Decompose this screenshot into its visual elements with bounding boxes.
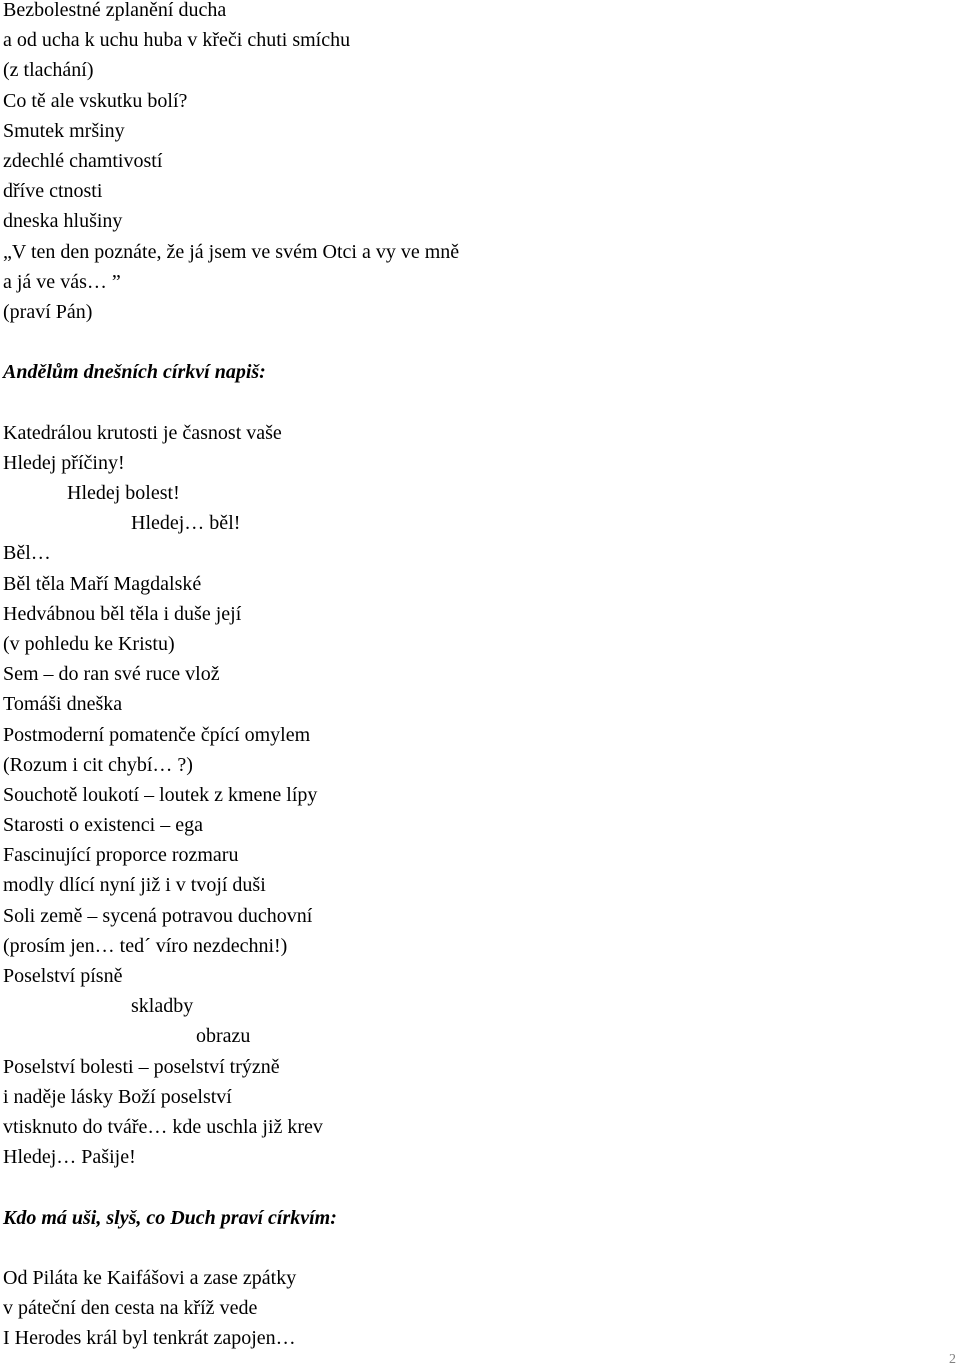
- poem-line: Hledej příčiny!: [3, 451, 125, 474]
- poem-line: Tomáši dneška: [3, 693, 123, 716]
- stanza-1: [3, 0, 943, 327]
- stanza-gap: [3, 1233, 943, 1263]
- poem-line: Hledej… běl!: [131, 512, 241, 535]
- poem-line: (prosím jen… ted´ víro nezdechni!): [3, 934, 288, 957]
- poem-line: vtisknuto do tváře… kde uschla již krev: [3, 1115, 323, 1138]
- poem-line: Starosti o existenci – ega: [3, 814, 203, 837]
- poem-line: Postmoderní pomatenče čpící omylem: [3, 723, 311, 746]
- poem-line: modly dlící nyní již i v tvojí duši: [3, 874, 266, 897]
- poem-line: i naděje lásky Boží poselství: [3, 1085, 232, 1108]
- stanza-gap: [3, 387, 943, 417]
- stanza-gap: [3, 1172, 943, 1202]
- poem-line: Běl…: [3, 542, 51, 565]
- poem-line: (Rozum i cit chybí… ?): [3, 753, 193, 776]
- poem-line: I Herodes král byl tenkrát zapojen…: [3, 1327, 296, 1350]
- poem-line: Hledej bolest!: [67, 482, 180, 504]
- poem-line: (praví Pán): [3, 300, 93, 323]
- section-heading: Kdo má uši, slyš, co Duch praví církvím:: [3, 1206, 337, 1229]
- poem-line: Běl těla Maří Magdalské: [3, 572, 202, 595]
- poem-line: Od Piláta ke Kaifášovi a zase zpátky: [3, 1266, 297, 1289]
- page-number: 2: [949, 1352, 956, 1367]
- poem-line: Poselství bolesti – poselství trýzně: [3, 1055, 280, 1078]
- stanza-3: [3, 1263, 943, 1354]
- poem-line: v páteční den cesta na kříž vede: [3, 1297, 258, 1320]
- stanza-gap: [3, 327, 943, 357]
- poem-line: Hledej… Pašije!: [3, 1146, 136, 1169]
- poem-line: „V ten den poznáte, že já jsem ve svém Otci a vy ve mně: [3, 240, 460, 263]
- poem-line: a od ucha k uchu huba v křeči chuti smíchu: [3, 29, 351, 52]
- poem-line: Soli země – sycená potravou duchovní: [3, 904, 313, 927]
- poem-line: Smutek mršiny: [3, 119, 125, 142]
- poem-line: Bezbolestné zplanění ducha: [3, 0, 227, 21]
- poem-line: Poselství písně: [3, 965, 123, 987]
- poem-line: Co tě ale vskutku bolí?: [3, 89, 188, 112]
- poem-line: zdechlé chamtivostí: [3, 149, 163, 172]
- poem-line: Fascinující proporce rozmaru: [3, 844, 239, 867]
- poem-line: Sem – do ran své ruce vlož: [3, 663, 220, 686]
- poem-line: obrazu: [196, 1025, 251, 1048]
- document-page: [3, 0, 943, 1353]
- stanza-2: [3, 418, 943, 1173]
- poem-line: (v pohledu ke Kristu): [3, 632, 175, 655]
- poem-line: skladby: [131, 995, 194, 1018]
- poem-line: dneska hlušiny: [3, 210, 123, 233]
- poem-line: Hedvábnou běl těla i duše její: [3, 602, 242, 625]
- poem-line: (z tlachání): [3, 59, 94, 82]
- poem-line: Souchotě loukotí – loutek z kmene lípy: [3, 783, 318, 806]
- poem-line: dříve ctnosti: [3, 180, 103, 203]
- section-heading: Andělům dnešních církví napiš:: [3, 361, 266, 384]
- poem-line: a já ve vás… ”: [3, 270, 121, 293]
- poem-line: Katedrálou krutosti je časnost vaše: [3, 421, 282, 444]
